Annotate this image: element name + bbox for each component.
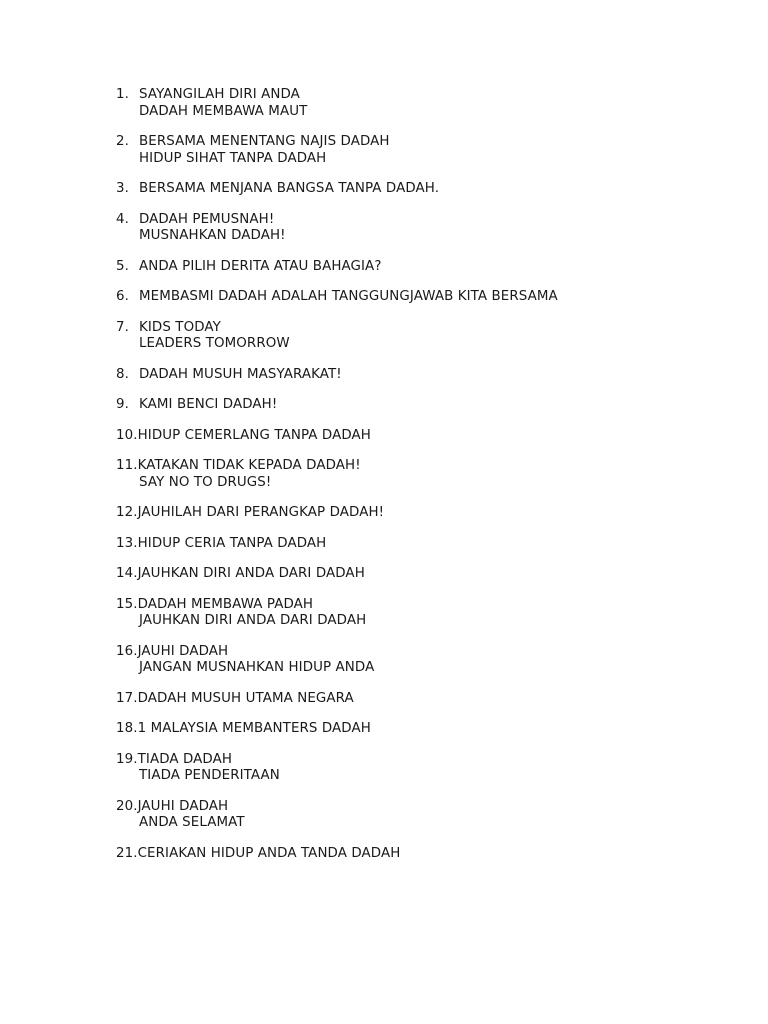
list-item: [116, 87, 558, 120]
list-item: [116, 721, 558, 738]
item-line1: JAUHI DADAH: [137, 643, 229, 659]
item-line1: BERSAMA MENJANA BANGSA TANPA DADAH.: [139, 181, 440, 196]
item-line1: MEMBASMI DADAH ADALAH TANGGUNGJAWAB KITA BERSAMA: [139, 289, 558, 304]
item-line1: ANDA PILIH DERITA ATAU BAHAGIA?: [139, 258, 382, 274]
list-item: [116, 597, 558, 630]
item-number: 1.: [116, 87, 129, 102]
item-number: 20.: [116, 798, 138, 814]
item-line2: MUSNAHKAN DADAH!: [139, 228, 286, 243]
list-item: [116, 752, 558, 785]
item-line2: LEADERS TOMORROW: [139, 336, 290, 351]
list-item: [116, 134, 558, 167]
item-number: 13.: [116, 535, 138, 551]
list-item: [116, 397, 558, 414]
item-line1: DADAH MUSUH UTAMA NEGARA: [137, 690, 354, 706]
list-item: [116, 536, 558, 553]
item-line2: SAY NO TO DRUGS!: [139, 474, 272, 490]
item-line2: JANGAN MUSNAHKAN HIDUP ANDA: [139, 660, 375, 675]
item-number: 10.: [116, 427, 138, 443]
item-number: 15.: [116, 596, 138, 612]
item-number: 17.: [116, 690, 138, 706]
item-number: 4.: [116, 211, 129, 227]
item-line2: DADAH MEMBAWA MAUT: [139, 103, 308, 119]
item-number: 3.: [116, 181, 129, 196]
item-number: 21.: [116, 845, 138, 861]
slogan-list: [116, 87, 558, 876]
item-number: 5.: [116, 258, 129, 274]
list-item: [116, 846, 558, 863]
item-line1: KIDS TODAY: [139, 319, 221, 335]
item-number: 18.: [116, 721, 138, 736]
list-item: [116, 212, 558, 245]
item-line1: DADAH MEMBAWA PADAH: [137, 596, 314, 612]
item-line1: KAMI BENCI DADAH!: [139, 397, 278, 412]
item-line1: KATAKAN TIDAK KEPADA DADAH!: [137, 458, 361, 473]
list-item: [116, 505, 558, 522]
list-item: [116, 691, 558, 708]
list-item: [116, 289, 558, 306]
item-line1: DADAH PEMUSNAH!: [139, 211, 275, 227]
list-item: [116, 320, 558, 353]
item-number: 11.: [116, 458, 138, 473]
list-item: [116, 566, 558, 583]
item-line1: JAUHILAH DARI PERANGKAP DADAH!: [137, 505, 385, 520]
list-item: [116, 259, 558, 276]
item-line1: HIDUP CERIA TANPA DADAH: [137, 535, 327, 551]
item-line1: DADAH MUSUH MASYARAKAT!: [139, 366, 342, 382]
list-item: [116, 367, 558, 384]
item-number: 6.: [116, 289, 129, 304]
item-line1: CERIAKAN HIDUP ANDA TANDA DADAH: [137, 845, 401, 861]
list-item: [116, 644, 558, 677]
item-line2: ANDA SELAMAT: [139, 815, 245, 830]
item-number: 7.: [116, 319, 129, 335]
item-number: 16.: [116, 643, 138, 659]
item-number: 19.: [116, 751, 138, 767]
item-line1: SAYANGILAH DIRI ANDA: [139, 87, 300, 102]
list-item: [116, 458, 558, 491]
list-item: [116, 181, 558, 198]
item-line1: HIDUP CEMERLANG TANPA DADAH: [137, 427, 371, 443]
item-line1: JAUHI DADAH: [137, 798, 229, 814]
item-line2: TIADA PENDERITAAN: [139, 768, 280, 783]
item-number: 14.: [116, 566, 138, 581]
item-line2: HIDUP SIHAT TANPA DADAH: [139, 150, 327, 166]
item-line1: TIADA DADAH: [137, 751, 233, 767]
item-line2: JAUHKAN DIRI ANDA DARI DADAH: [139, 613, 367, 628]
list-item: [116, 799, 558, 832]
item-line1: JAUHKAN DIRI ANDA DARI DADAH: [137, 566, 365, 581]
item-number: 12.: [116, 505, 138, 520]
item-number: 2.: [116, 134, 129, 149]
list-item: [116, 428, 558, 445]
item-number: 9.: [116, 397, 129, 412]
item-line1: 1 MALAYSIA MEMBANTERS DADAH: [137, 721, 371, 736]
item-number: 8.: [116, 366, 129, 382]
item-line1: BERSAMA MENENTANG NAJIS DADAH: [139, 134, 390, 149]
